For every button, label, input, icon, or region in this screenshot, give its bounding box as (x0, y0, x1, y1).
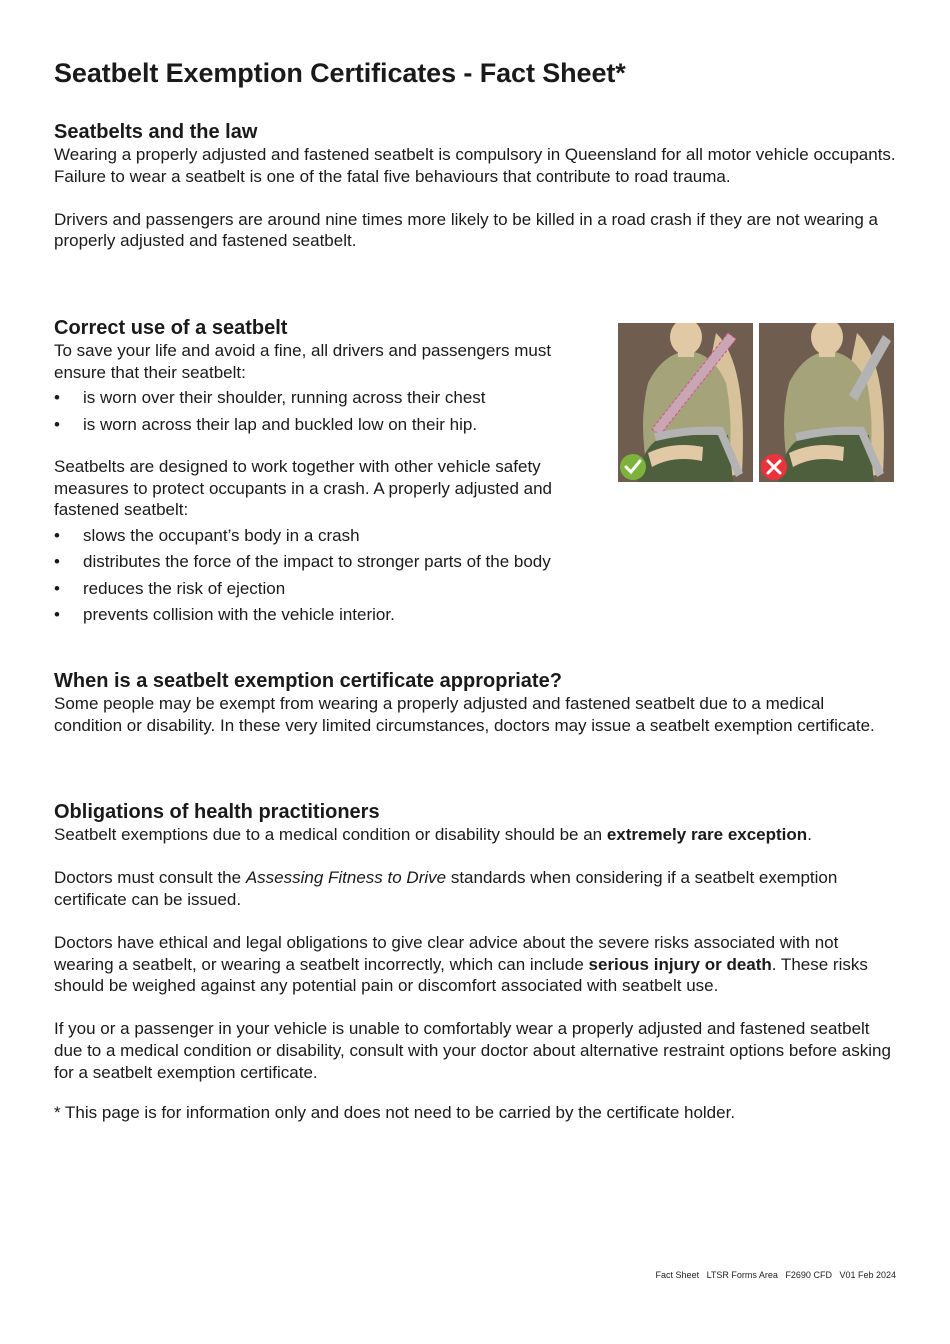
obligations-paragraph-3: Doctors have ethical and legal obligations to give clear advice about the severe risks associated with not wearing a seatbelt, or wearing a seatbelt incorrectly, which can include serious injury or death. These risks should be weighed against any potential pain or discomfort associated with seatbelt use. (54, 932, 868, 996)
section-heading-correct-use: Correct use of a seatbelt (54, 317, 288, 339)
section-heading-law: Seatbelts and the law (54, 121, 258, 143)
obligations-paragraph-1: Seatbelt exemptions due to a medical condition or disability should be an extremely rare exception. (54, 825, 812, 844)
information-note: * This page is for information only and does not need to be carried by the certificate holder. (54, 1103, 736, 1123)
section-correct-use (54, 316, 614, 628)
section-obligations (54, 800, 896, 1124)
section-when (54, 669, 896, 736)
law-paragraph-2: Drivers and passengers are around nine times more likely to be killed in a road crash if they are not wearing a properly adjusted and fastened seatbelt. (54, 209, 878, 251)
correct-list-1 (54, 385, 614, 438)
when-paragraph-1: Some people may be exempt from wearing a properly adjusted and fastened seatbelt due to a medical condition or disability. In these very limited circumstances, doctors may issue a seatbelt exemption certificate. (54, 694, 875, 735)
section-heading-obligations: Obligations of health practitioners (54, 801, 380, 823)
obligations-paragraph-4: If you or a passenger in your vehicle is unable to comfortably wear a properly adjusted and fastened seatbelt due to a medical condition or disability, consult with your doctor about alternative restraint options before asking for a seatbelt exemption certificate. (54, 1019, 891, 1082)
page-title: Seatbelt Exemption Certificates - Fact Sheet* (54, 58, 626, 88)
list-item: • slows the occupant’s body in a crash (54, 525, 360, 545)
correct-paragraph-2: Seatbelts are designed to work together with other vehicle safety measures to protect occupants in a crash. A properly adjusted and fastened seatbelt: (54, 457, 553, 520)
seatbelt-illustration (618, 323, 894, 482)
list-item: • prevents collision with the vehicle interior. (54, 605, 395, 624)
incorrect-seatbelt-image (759, 323, 894, 482)
list-item: • is worn across their lap and buckled low on their hip. (54, 414, 478, 434)
section-law (54, 120, 896, 252)
list-item: • reduces the risk of ejection (54, 578, 286, 598)
list-item: • distributes the force of the impact to stronger parts of the body (54, 552, 551, 572)
law-paragraph-1: Wearing a properly adjusted and fastened seatbelt is compulsory in Queensland for all motor vehicle occupants. Failure to wear a seatbelt is one of the fatal five behaviours that contribute to road trauma. (54, 145, 896, 186)
check-icon (620, 454, 646, 480)
list-item: • is worn over their shoulder, running across their chest (54, 388, 486, 408)
section-heading-when: When is a seatbelt exemption certificate appropriate? (54, 670, 562, 692)
correct-intro: To save your life and avoid a fine, all drivers and passengers must ensure that their seatbelt: (54, 341, 552, 382)
correct-list-2 (54, 523, 654, 629)
footer-reference: Fact Sheet LTSR Forms Area F2690 CFD V01 Feb 2024 (655, 1270, 896, 1280)
correct-seatbelt-image (618, 323, 753, 482)
obligations-paragraph-2: Doctors must consult the Assessing Fitness to Drive standards when considering if a seatbelt exemption certificate can be issued. (54, 868, 838, 909)
